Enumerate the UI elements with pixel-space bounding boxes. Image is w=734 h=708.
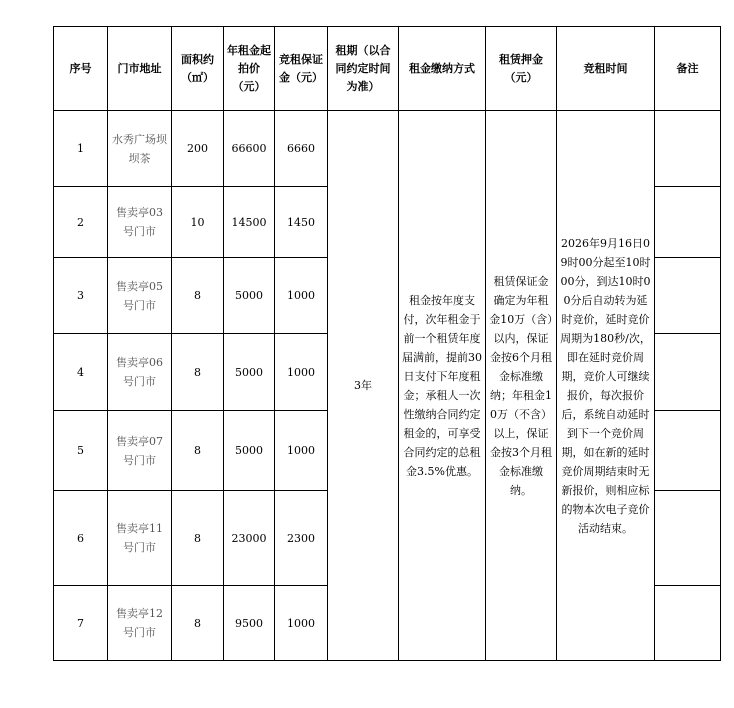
header-start-price: 年租金起拍价（元） <box>224 27 275 111</box>
cell-address: 售卖亭07号门市 <box>108 411 172 491</box>
cell-remark <box>655 258 721 334</box>
cell-lease-deposit: 租赁保证金确定为年租金10万（含）以内，保证金按6个月租金标准缴纳；年租金10万（不含）以上，保证金按3个月租金标准缴纳。 <box>486 111 557 661</box>
cell-deposit: 1450 <box>275 187 328 258</box>
cell-start-price: 14500 <box>224 187 275 258</box>
cell-remark <box>655 586 721 661</box>
cell-remark <box>655 334 721 411</box>
cell-area: 8 <box>172 491 224 586</box>
cell-address: 售卖亭03号门市 <box>108 187 172 258</box>
cell-start-price: 5000 <box>224 334 275 411</box>
cell-start-price: 9500 <box>224 586 275 661</box>
cell-term: 3年 <box>328 111 399 661</box>
cell-start-price: 5000 <box>224 258 275 334</box>
cell-address: 售卖亭06号门市 <box>108 334 172 411</box>
header-row <box>54 27 721 111</box>
cell-deposit: 2300 <box>275 491 328 586</box>
header-area: 面积约（㎡） <box>172 27 224 111</box>
cell-seq: 4 <box>54 334 108 411</box>
cell-address: 售卖亭05号门市 <box>108 258 172 334</box>
cell-area: 8 <box>172 334 224 411</box>
cell-payment: 租金按年度支付，次年租金于前一个租赁年度届满前，提前30日支付下年度租金；承租人一次性缴纳合同约定租金的，可享受合同约定的总租金3.5%优惠。 <box>399 111 486 661</box>
cell-seq: 7 <box>54 586 108 661</box>
cell-area: 200 <box>172 111 224 187</box>
cell-remark <box>655 187 721 258</box>
cell-seq: 1 <box>54 111 108 187</box>
header-seq: 序号 <box>54 27 108 111</box>
cell-seq: 5 <box>54 411 108 491</box>
cell-seq: 2 <box>54 187 108 258</box>
header-lease-deposit: 租赁押金（元） <box>486 27 557 111</box>
header-payment: 租金缴纳方式 <box>399 27 486 111</box>
cell-area: 8 <box>172 258 224 334</box>
cell-area: 8 <box>172 411 224 491</box>
header-address: 门市地址 <box>108 27 172 111</box>
cell-start-price: 5000 <box>224 411 275 491</box>
header-deposit: 竞租保证金（元） <box>275 27 328 111</box>
header-bid-time: 竞租时间 <box>557 27 655 111</box>
cell-remark <box>655 111 721 187</box>
cell-deposit: 1000 <box>275 334 328 411</box>
cell-deposit: 1000 <box>275 411 328 491</box>
lease-table <box>53 26 721 661</box>
cell-area: 10 <box>172 187 224 258</box>
cell-start-price: 23000 <box>224 491 275 586</box>
cell-seq: 3 <box>54 258 108 334</box>
header-remark: 备注 <box>655 27 721 111</box>
cell-area: 8 <box>172 586 224 661</box>
table-row <box>54 111 721 187</box>
cell-deposit: 1000 <box>275 586 328 661</box>
cell-seq: 6 <box>54 491 108 586</box>
cell-bid-time: 2026年9月16日09时00分起至10时00分，到达10时00分后自动转为延时竞价，延时竞价周期为180秒/次，即在延时竞价周期，竞价人可继续报价，每次报价后，系统自动延时到下一个竞价周期，如在新的延时竞价周期结束时无新报价，则相应标的物本次电子竞价活动结束。 <box>557 111 655 661</box>
cell-remark <box>655 491 721 586</box>
cell-deposit: 6660 <box>275 111 328 187</box>
cell-address: 水秀广场坝坝茶 <box>108 111 172 187</box>
cell-address: 售卖亭11号门市 <box>108 491 172 586</box>
cell-remark <box>655 411 721 491</box>
cell-start-price: 66600 <box>224 111 275 187</box>
cell-deposit: 1000 <box>275 258 328 334</box>
header-term: 租期（以合同约定时间为准） <box>328 27 399 111</box>
cell-address: 售卖亭12号门市 <box>108 586 172 661</box>
